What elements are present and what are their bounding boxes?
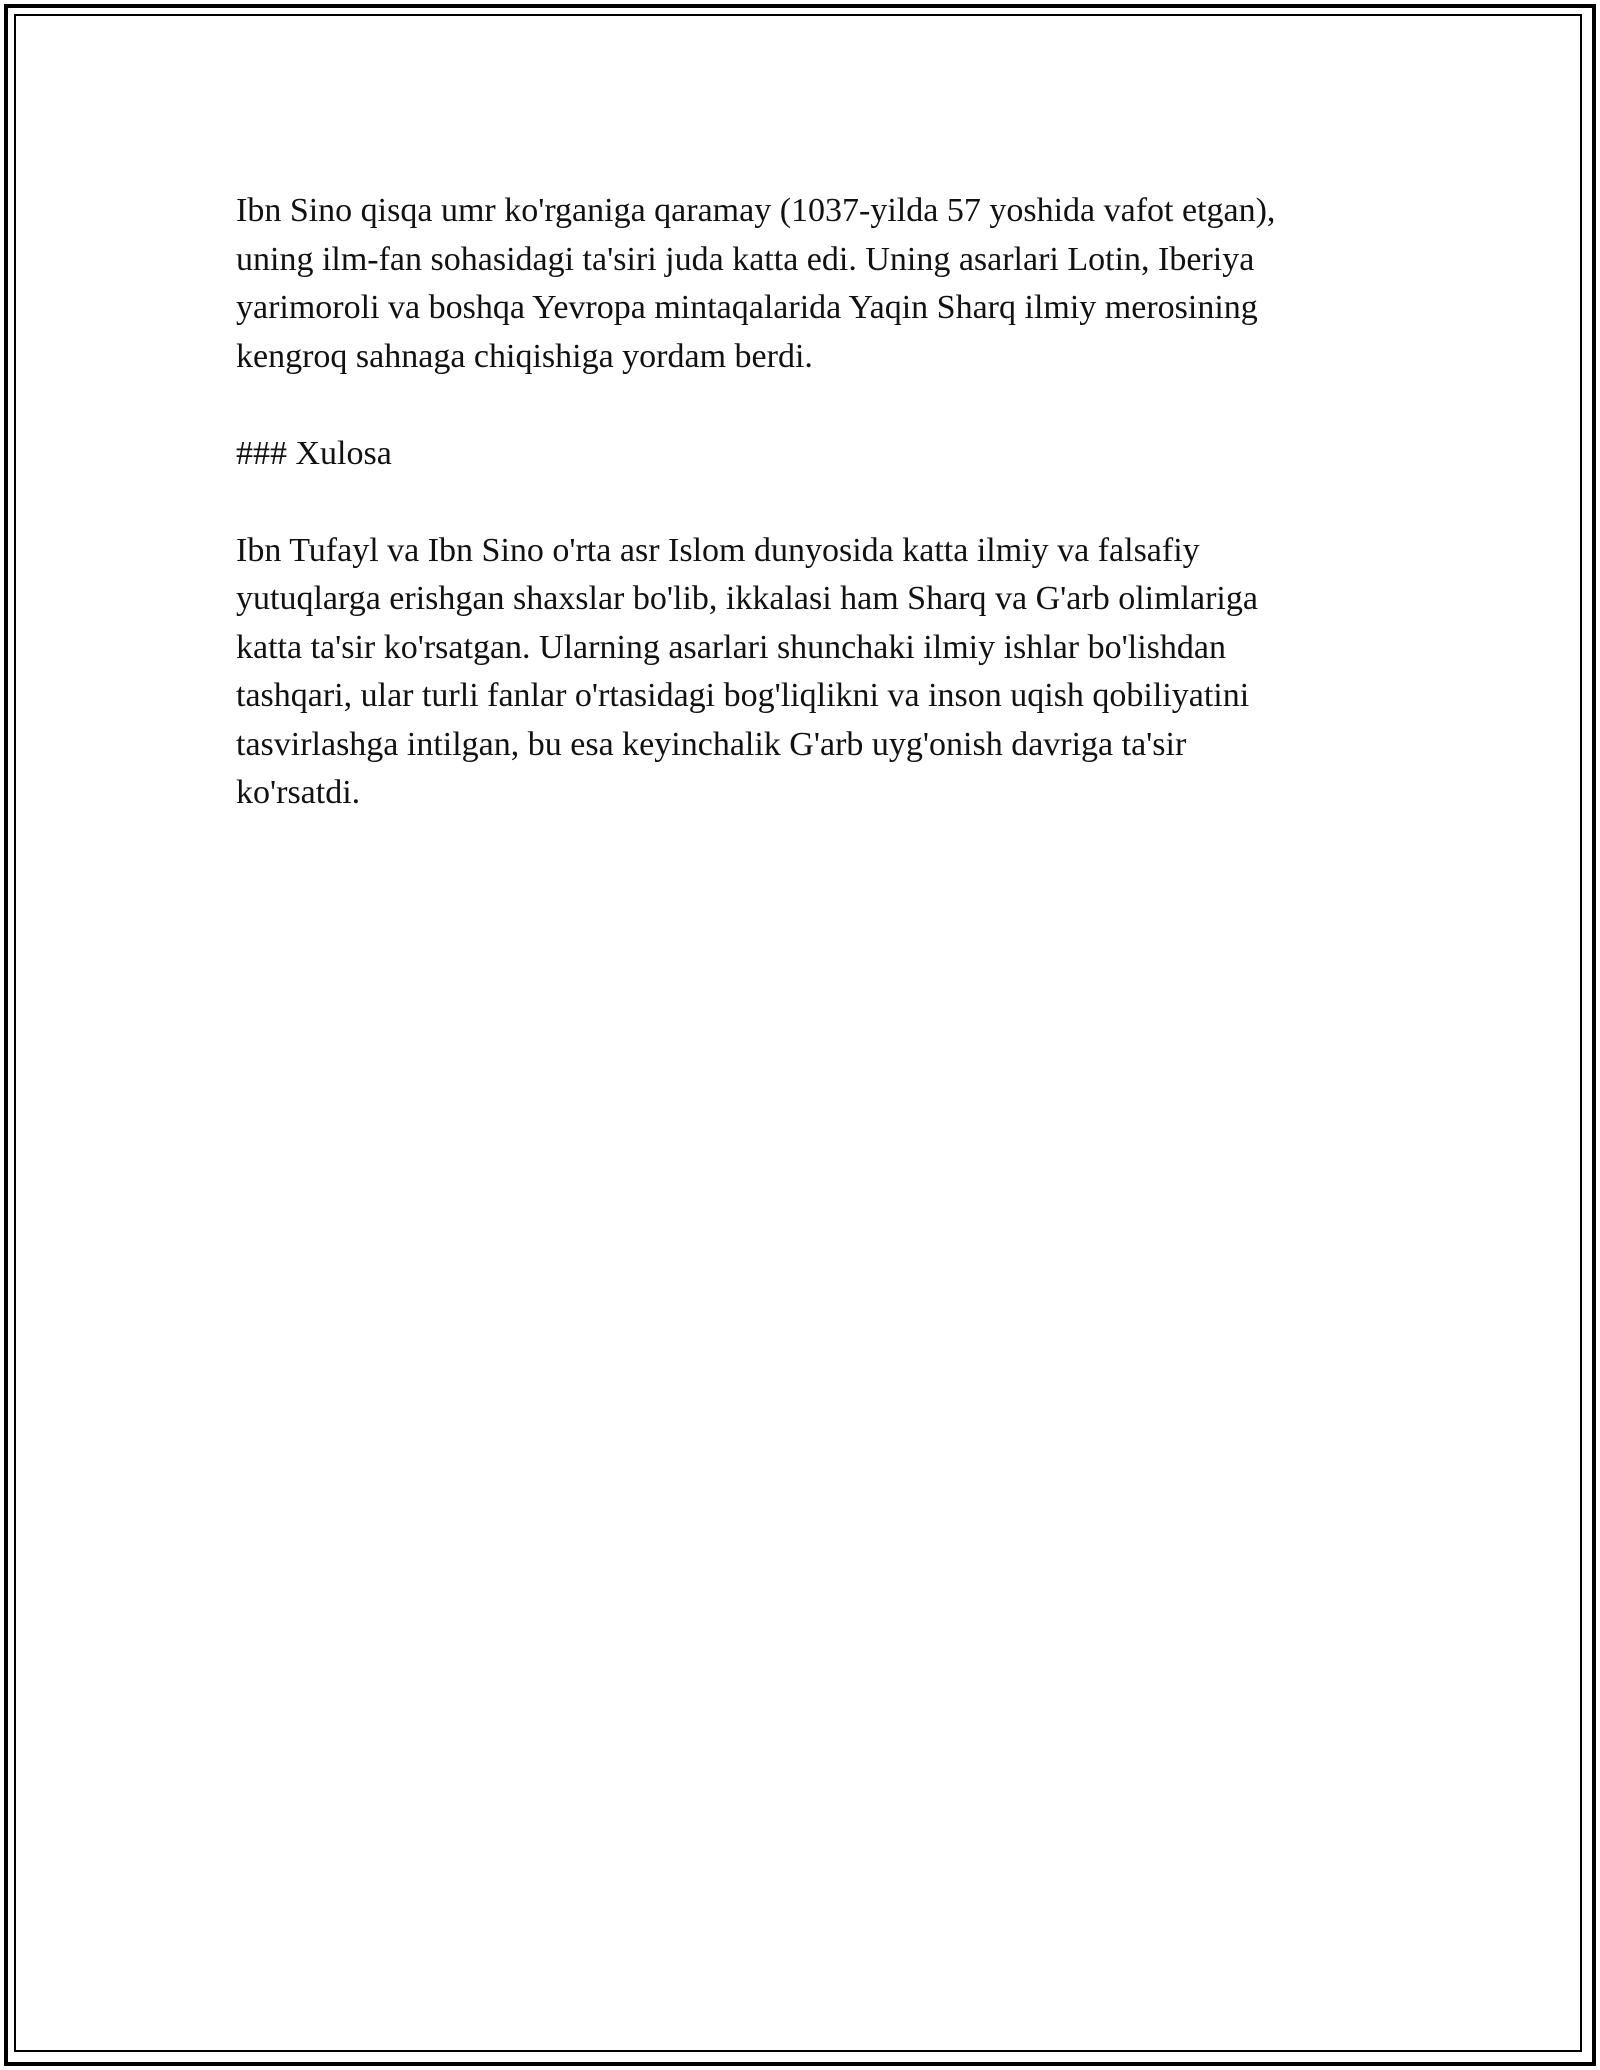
- paragraph-conclusion: [236, 527, 1376, 818]
- text-line: tasvirlashga intilgan, bu esa keyinchalik G'arb uyg'onish davriga ta'sir: [236, 725, 1187, 763]
- text-line: yutuqlarga erishgan shaxslar bo'lib, ikkalasi ham Sharq va G'arb olimlariga: [236, 580, 1258, 617]
- paragraph-ibn-sino-influence: [236, 187, 1376, 381]
- document-body: [236, 187, 1376, 818]
- text-line: yarimoroli va boshqa Yevropa mintaqalarida Yaqin Sharq ilmiy merosining: [236, 289, 1258, 326]
- text-line: tashqari, ular turli fanlar o'rtasidagi bog'liqlikni va inson uqish qobiliyatini: [236, 677, 1250, 714]
- text-line: kengroq sahnaga chiqishiga yordam berdi.: [236, 337, 813, 375]
- text-line: Ibn Tufayl va Ibn Sino o'rta asr Islom dunyosida katta ilmiy va falsafiy: [236, 531, 1200, 569]
- text-line: ko'rsatdi.: [236, 774, 361, 811]
- text-line: katta ta'sir ko'rsatgan. Ularning asarlari shunchaki ilmiy ishlar bo'lishdan: [236, 628, 1226, 666]
- section-heading-xulosa: ### Xulosa: [236, 434, 392, 472]
- text-line: Ibn Sino qisqa umr ko'rganiga qaramay (1037-yilda 57 yoshida vafot etgan),: [236, 192, 1276, 229]
- text-line: uning ilm-fan sohasidagi ta'siri juda katta edi. Uning asarlari Lotin, Iberiya: [236, 240, 1255, 278]
